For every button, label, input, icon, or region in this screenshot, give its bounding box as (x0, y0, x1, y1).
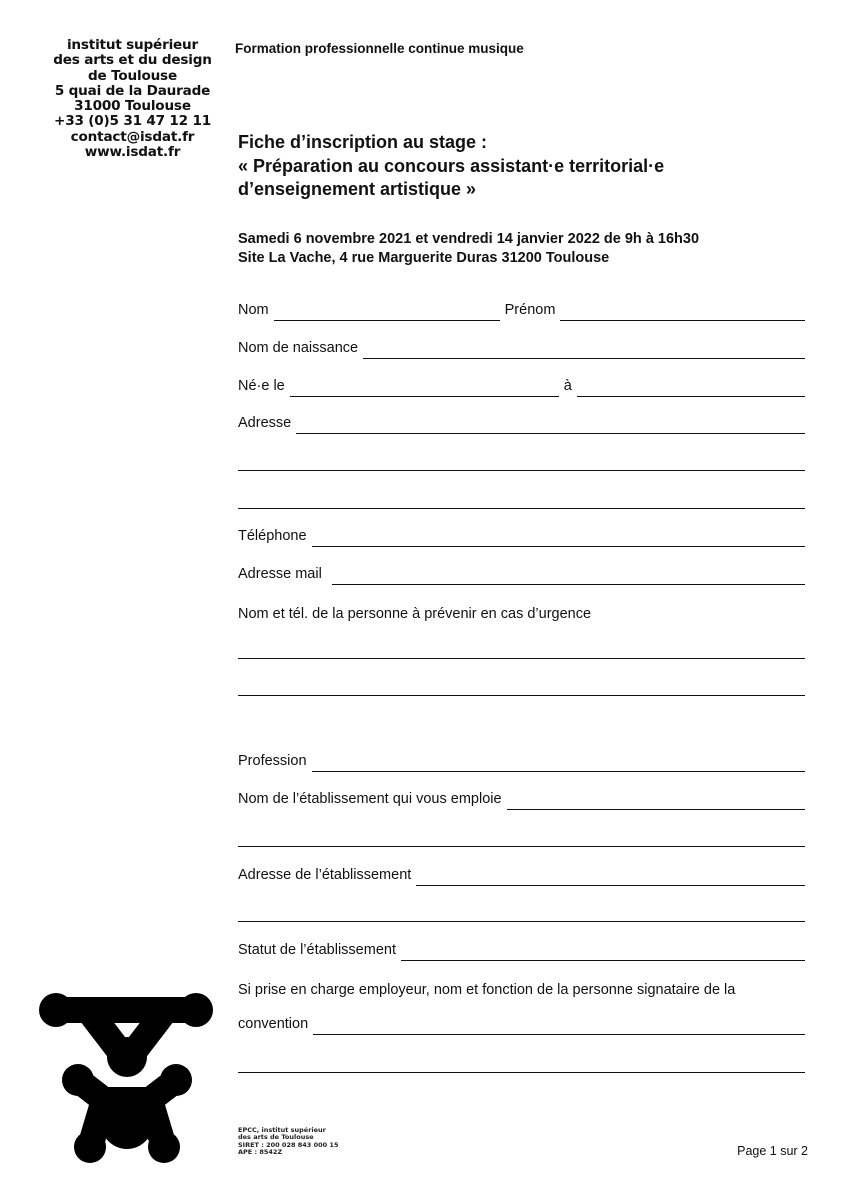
org-website-link[interactable]: www.isdat.fr (84, 144, 181, 161)
date-naissance-field[interactable] (290, 395, 559, 397)
header-title: Formation professionnelle continue musique (235, 41, 524, 56)
legal-line: SIRET : 200 028 843 000 15 (238, 1140, 339, 1149)
lieu-naissance-field[interactable] (577, 395, 805, 397)
isdat-logo-icon (38, 985, 213, 1165)
nom-label: Nom (238, 302, 269, 318)
row-profession (238, 751, 805, 773)
adresse-field-line-2[interactable] (238, 470, 805, 471)
etablissement-field-line-2[interactable] (238, 846, 805, 847)
row-adresse (238, 413, 805, 435)
organization-address (40, 38, 225, 160)
session-info (238, 230, 699, 268)
prise-en-charge-label: Si prise en charge employeur, nom et fonction de la personne signataire de la (238, 982, 736, 998)
email-field[interactable] (332, 583, 805, 585)
row-nom-prenom (238, 300, 805, 322)
convention-field[interactable] (313, 1033, 805, 1035)
telephone-label: Téléphone (238, 528, 307, 544)
adresse-field[interactable] (296, 432, 805, 434)
row-etablissement (238, 789, 805, 811)
org-email-link[interactable]: contact@isdat.fr (70, 128, 195, 145)
adresse-label: Adresse (238, 415, 292, 431)
row-nom-naissance (238, 338, 805, 360)
lieu-label: à (563, 378, 572, 394)
title-line: « Préparation au concours assistant·e territorial·e (238, 155, 665, 176)
adresse-etablissement-field[interactable] (416, 884, 805, 886)
profession-label: Profession (238, 753, 307, 769)
page-title (238, 131, 818, 202)
org-line: des arts et du design (53, 52, 212, 69)
legal-info (238, 1127, 338, 1157)
statut-etablissement-field[interactable] (401, 959, 805, 961)
convention-field-line-2[interactable] (238, 1072, 805, 1073)
urgence-field-line-1[interactable] (238, 658, 805, 659)
page-number: Page 1 sur 2 (737, 1144, 808, 1158)
adresse-field-line-3[interactable] (238, 508, 805, 509)
session-location: Site La Vache, 4 rue Marguerite Duras 31200 Toulouse (238, 250, 610, 266)
prenom-field[interactable] (560, 319, 805, 321)
telephone-field[interactable] (312, 545, 805, 547)
org-line: +33 (0)5 31 47 12 11 (54, 113, 211, 130)
org-line: de Toulouse (88, 67, 177, 84)
urgence-label: Nom et tél. de la personne à prévenir en cas d’urgence (238, 606, 592, 622)
etablissement-field[interactable] (507, 808, 805, 810)
row-adresse-etablissement (238, 865, 805, 887)
statut-etablissement-label: Statut de l’établissement (238, 942, 396, 958)
legal-line: EPCC, institut supérieur (238, 1126, 326, 1134)
title-line: d’enseignement artistique » (238, 179, 477, 199)
adresse-etablissement-field-line-2[interactable] (238, 921, 805, 922)
prenom-label: Prénom (504, 302, 556, 318)
nom-naissance-field[interactable] (363, 357, 805, 359)
legal-line: des arts de Toulouse (238, 1133, 314, 1142)
adresse-etablissement-label: Adresse de l’établissement (238, 867, 412, 883)
legal-line: APE : 8542Z (238, 1148, 283, 1157)
nom-naissance-label: Nom de naissance (238, 340, 359, 356)
nom-field[interactable] (274, 319, 500, 321)
row-telephone (238, 526, 805, 548)
profession-field[interactable] (312, 770, 805, 772)
email-label: Adresse mail (238, 566, 322, 582)
etablissement-label: Nom de l’établissement qui vous emploie (238, 791, 502, 807)
urgence-field-line-2[interactable] (238, 695, 805, 696)
convention-label: convention (238, 1016, 309, 1032)
session-dates: Samedi 6 novembre 2021 et vendredi 14 janvier 2022 de 9h à 16h30 (238, 231, 700, 247)
ne-le-label: Né·e le (238, 378, 285, 394)
row-convention (238, 1014, 805, 1036)
org-line: institut supérieur (66, 37, 199, 53)
row-naissance (238, 376, 805, 398)
row-email (238, 564, 805, 586)
row-statut-etablissement (238, 940, 805, 962)
title-line: Fiche d’inscription au stage : (238, 132, 488, 152)
org-line: 31000 Toulouse (74, 98, 191, 115)
org-line: 5 quai de la Daurade (54, 82, 211, 99)
